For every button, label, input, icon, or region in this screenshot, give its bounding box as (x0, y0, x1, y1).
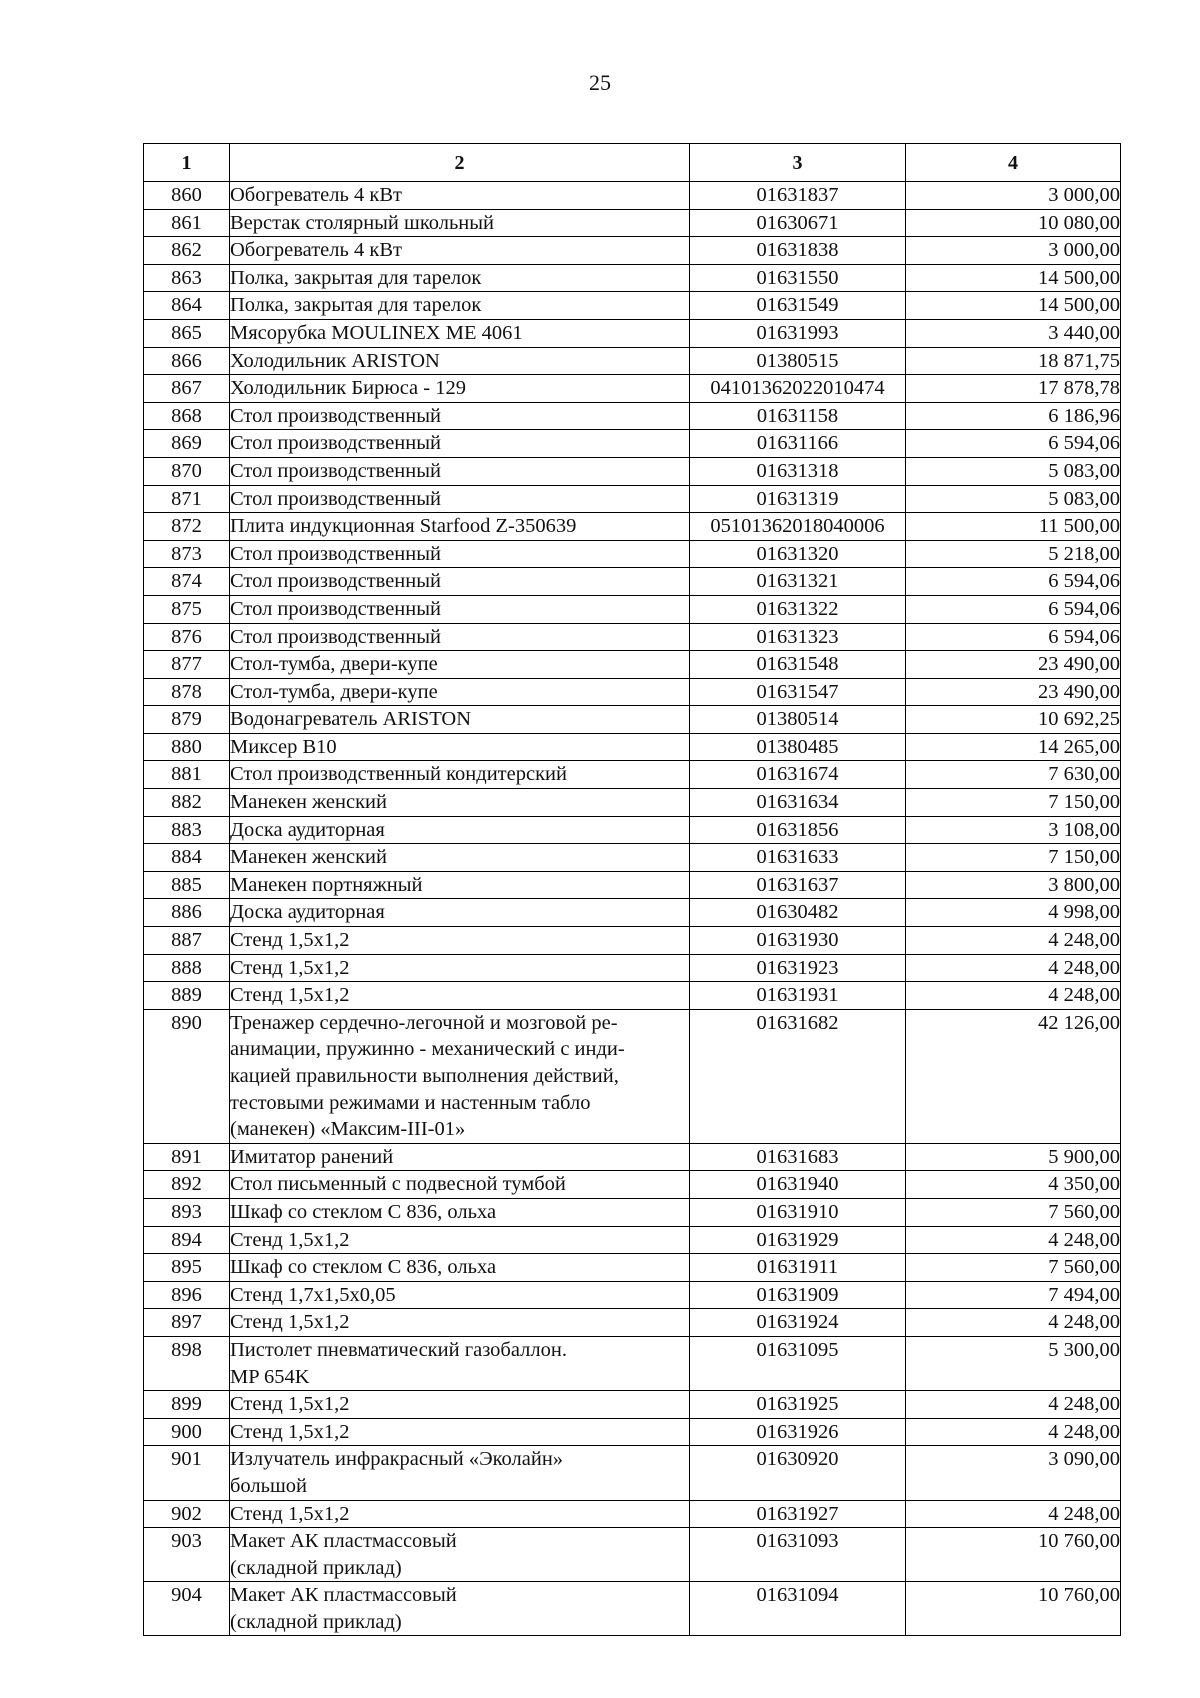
item-name: Стенд 1,7х1,5х0,05 (230, 1281, 690, 1309)
table-row (144, 430, 1121, 458)
row-number: 889 (144, 982, 230, 1010)
item-name: Верстак столярный школьный (230, 209, 690, 237)
item-name: Доска аудиторная (230, 899, 690, 927)
item-name: Стол производственный (230, 402, 690, 430)
item-name: Макет АК пластмассовый (складной приклад) (230, 1582, 690, 1636)
row-number: 895 (144, 1254, 230, 1282)
table-row (144, 1391, 1121, 1419)
item-name: Стенд 1,5х1,2 (230, 1226, 690, 1254)
inventory-code: 01631323 (690, 623, 906, 651)
item-price: 3 800,00 (906, 871, 1121, 899)
item-name: Манекен женский (230, 789, 690, 817)
row-number: 870 (144, 457, 230, 485)
item-name: Стол производственный (230, 457, 690, 485)
item-price: 17 878,78 (906, 375, 1121, 403)
table-row (144, 402, 1121, 430)
item-price: 7 150,00 (906, 844, 1121, 872)
inventory-code: 01631320 (690, 540, 906, 568)
row-number: 901 (144, 1446, 230, 1500)
table-row (144, 1582, 1121, 1636)
item-price: 7 494,00 (906, 1281, 1121, 1309)
item-name: Обогреватель 4 кВт (230, 182, 690, 210)
table-row (144, 1446, 1121, 1500)
table-row (144, 1336, 1121, 1390)
item-price: 23 490,00 (906, 678, 1121, 706)
row-number: 873 (144, 540, 230, 568)
table-row (144, 1198, 1121, 1226)
item-price: 6 186,96 (906, 402, 1121, 430)
item-price: 10 080,00 (906, 209, 1121, 237)
inventory-code: 01380514 (690, 706, 906, 734)
row-number: 860 (144, 182, 230, 210)
row-number: 891 (144, 1143, 230, 1171)
table-header (144, 144, 1121, 182)
item-name: Стол производственный (230, 595, 690, 623)
table-row (144, 706, 1121, 734)
inventory-code: 01631940 (690, 1171, 906, 1199)
item-name: Стенд 1,5х1,2 (230, 982, 690, 1010)
table-row (144, 1143, 1121, 1171)
item-price: 4 248,00 (906, 1418, 1121, 1446)
inventory-code: 01631993 (690, 319, 906, 347)
item-price: 7 630,00 (906, 761, 1121, 789)
table-row (144, 733, 1121, 761)
row-number: 903 (144, 1528, 230, 1582)
item-price: 6 594,06 (906, 595, 1121, 623)
inventory-code: 01631094 (690, 1582, 906, 1636)
row-number: 869 (144, 430, 230, 458)
inventory-code: 01630671 (690, 209, 906, 237)
item-name: Стол производственный (230, 540, 690, 568)
table-row (144, 871, 1121, 899)
item-price: 7 560,00 (906, 1198, 1121, 1226)
inventory-code: 01631683 (690, 1143, 906, 1171)
item-price: 4 248,00 (906, 1391, 1121, 1419)
item-price: 10 760,00 (906, 1582, 1121, 1636)
inventory-code: 01631929 (690, 1226, 906, 1254)
table-row (144, 237, 1121, 265)
item-price: 42 126,00 (906, 1009, 1121, 1143)
table-row (144, 623, 1121, 651)
inventory-code: 01631318 (690, 457, 906, 485)
item-price: 6 594,06 (906, 623, 1121, 651)
item-name: Полка, закрытая для тарелок (230, 292, 690, 320)
row-number: 886 (144, 899, 230, 927)
table-row (144, 1226, 1121, 1254)
table-row (144, 1281, 1121, 1309)
inventory-code: 01631549 (690, 292, 906, 320)
item-price: 4 248,00 (906, 927, 1121, 955)
inventory-code: 01631926 (690, 1418, 906, 1446)
item-price: 6 594,06 (906, 568, 1121, 596)
item-price: 5 083,00 (906, 485, 1121, 513)
item-name: Шкаф со стеклом С 836, ольха (230, 1254, 690, 1282)
table-row (144, 264, 1121, 292)
column-header-price: 4 (906, 144, 1121, 182)
inventory-code: 01631166 (690, 430, 906, 458)
row-number: 883 (144, 816, 230, 844)
inventory-code: 01380515 (690, 347, 906, 375)
inventory-code: 01631927 (690, 1500, 906, 1528)
inventory-code: 01631322 (690, 595, 906, 623)
table-row (144, 292, 1121, 320)
row-number: 899 (144, 1391, 230, 1419)
item-price: 18 871,75 (906, 347, 1121, 375)
item-price: 4 248,00 (906, 1309, 1121, 1337)
row-number: 902 (144, 1500, 230, 1528)
item-price: 3 108,00 (906, 816, 1121, 844)
inventory-code: 01631682 (690, 1009, 906, 1143)
table-row (144, 651, 1121, 679)
table-row (144, 927, 1121, 955)
row-number: 872 (144, 513, 230, 541)
item-price: 4 998,00 (906, 899, 1121, 927)
item-price: 5 900,00 (906, 1143, 1121, 1171)
row-number: 871 (144, 485, 230, 513)
table-row (144, 1009, 1121, 1143)
item-price: 3 000,00 (906, 237, 1121, 265)
item-price: 11 500,00 (906, 513, 1121, 541)
item-name: Стенд 1,5х1,2 (230, 927, 690, 955)
column-header-name: 2 (230, 144, 690, 182)
item-name: Манекен портняжный (230, 871, 690, 899)
item-name: Стенд 1,5х1,2 (230, 1391, 690, 1419)
inventory-code: 01631911 (690, 1254, 906, 1282)
item-name: Макет АК пластмассовый (складной приклад) (230, 1528, 690, 1582)
table-row (144, 816, 1121, 844)
page-number: 25 (589, 70, 611, 95)
row-number: 867 (144, 375, 230, 403)
table-row (144, 1500, 1121, 1528)
inventory-code: 01631838 (690, 237, 906, 265)
item-price: 7 560,00 (906, 1254, 1121, 1282)
row-number: 904 (144, 1582, 230, 1636)
item-price: 23 490,00 (906, 651, 1121, 679)
item-name: Водонагреватель ARISTON (230, 706, 690, 734)
row-number: 887 (144, 927, 230, 955)
inventory-code: 01631925 (690, 1391, 906, 1419)
item-price: 14 500,00 (906, 264, 1121, 292)
inventory-code: 01631837 (690, 182, 906, 210)
item-name: Стол письменный с подвесной тумбой (230, 1171, 690, 1199)
inventory-code: 01631321 (690, 568, 906, 596)
item-name: Обогреватель 4 кВт (230, 237, 690, 265)
item-name: Тренажер сердечно-легочной и мозговой ре- анимации, пружинно - механический с инди- кацией правильности выполнения действий, тестовыми режимами и настенным табло (манекен) «Максим-III-01» (230, 1009, 690, 1143)
column-header-number: 1 (144, 144, 230, 182)
item-price: 4 248,00 (906, 982, 1121, 1010)
inventory-code: 01631547 (690, 678, 906, 706)
inventory-code: 01631548 (690, 651, 906, 679)
item-name: Стол производственный (230, 623, 690, 651)
item-name: Холодильник Бирюса - 129 (230, 375, 690, 403)
table-row (144, 513, 1121, 541)
inventory-table (143, 143, 1121, 1636)
inventory-code: 01631923 (690, 954, 906, 982)
item-name: Стенд 1,5х1,2 (230, 1500, 690, 1528)
row-number: 880 (144, 733, 230, 761)
table-row (144, 1309, 1121, 1337)
table-row (144, 1418, 1121, 1446)
item-price: 4 350,00 (906, 1171, 1121, 1199)
inventory-code: 01631856 (690, 816, 906, 844)
row-number: 893 (144, 1198, 230, 1226)
row-number: 868 (144, 402, 230, 430)
table-row (144, 457, 1121, 485)
item-price: 14 500,00 (906, 292, 1121, 320)
inventory-code: 01631909 (690, 1281, 906, 1309)
inventory-code: 01630920 (690, 1446, 906, 1500)
item-name: Стол производственный (230, 430, 690, 458)
item-name: Полка, закрытая для тарелок (230, 264, 690, 292)
item-price: 3 090,00 (906, 1446, 1121, 1500)
inventory-code: 01631093 (690, 1528, 906, 1582)
table-row (144, 789, 1121, 817)
item-name: Излучатель инфракрасный «Эколайн» большой (230, 1446, 690, 1500)
item-name: Стол-тумба, двери-купе (230, 651, 690, 679)
row-number: 866 (144, 347, 230, 375)
row-number: 882 (144, 789, 230, 817)
inventory-code: 01631550 (690, 264, 906, 292)
item-price: 10 692,25 (906, 706, 1121, 734)
table-row (144, 568, 1121, 596)
item-price: 6 594,06 (906, 430, 1121, 458)
table-row (144, 678, 1121, 706)
item-name: Манекен женский (230, 844, 690, 872)
row-number: 897 (144, 1309, 230, 1337)
item-name: Стол производственный кондитерский (230, 761, 690, 789)
table-row (144, 982, 1121, 1010)
row-number: 865 (144, 319, 230, 347)
item-name: Имитатор ранений (230, 1143, 690, 1171)
item-name: Плита индукционная Starfood Z-350639 (230, 513, 690, 541)
table-row (144, 844, 1121, 872)
item-name: Стенд 1,5х1,2 (230, 1418, 690, 1446)
item-price: 7 150,00 (906, 789, 1121, 817)
table-row (144, 375, 1121, 403)
item-price: 4 248,00 (906, 954, 1121, 982)
item-name: Стол производственный (230, 485, 690, 513)
row-number: 861 (144, 209, 230, 237)
table-row (144, 182, 1121, 210)
inventory-code: 01630482 (690, 899, 906, 927)
row-number: 874 (144, 568, 230, 596)
row-number: 876 (144, 623, 230, 651)
item-price: 4 248,00 (906, 1500, 1121, 1528)
item-name: Холодильник ARISTON (230, 347, 690, 375)
row-number: 888 (144, 954, 230, 982)
inventory-code: 01631674 (690, 761, 906, 789)
item-name: Стол производственный (230, 568, 690, 596)
inventory-code: 01380485 (690, 733, 906, 761)
item-price: 5 218,00 (906, 540, 1121, 568)
row-number: 885 (144, 871, 230, 899)
table-row (144, 595, 1121, 623)
inventory-code: 01631095 (690, 1336, 906, 1390)
inventory-code: 01631924 (690, 1309, 906, 1337)
item-price: 3 440,00 (906, 319, 1121, 347)
table-row (144, 1254, 1121, 1282)
inventory-code: 01631931 (690, 982, 906, 1010)
inventory-code: 01631319 (690, 485, 906, 513)
row-number: 879 (144, 706, 230, 734)
inventory-code: 05101362018040006 (690, 513, 906, 541)
inventory-code: 01631634 (690, 789, 906, 817)
row-number: 896 (144, 1281, 230, 1309)
table-row (144, 1171, 1121, 1199)
table-row (144, 485, 1121, 513)
row-number: 898 (144, 1336, 230, 1390)
inventory-code: 01631930 (690, 927, 906, 955)
inventory-code: 04101362022010474 (690, 375, 906, 403)
item-name: Миксер B10 (230, 733, 690, 761)
item-price: 5 300,00 (906, 1336, 1121, 1390)
row-number: 862 (144, 237, 230, 265)
row-number: 878 (144, 678, 230, 706)
item-name: Мясорубка MOULINEX ME 4061 (230, 319, 690, 347)
table-row (144, 1528, 1121, 1582)
table-row (144, 319, 1121, 347)
table-row (144, 540, 1121, 568)
table-row (144, 954, 1121, 982)
column-header-code: 3 (690, 144, 906, 182)
table-row (144, 209, 1121, 237)
item-name: Доска аудиторная (230, 816, 690, 844)
item-name: Шкаф со стеклом С 836, ольха (230, 1198, 690, 1226)
row-number: 892 (144, 1171, 230, 1199)
row-number: 881 (144, 761, 230, 789)
row-number: 877 (144, 651, 230, 679)
row-number: 900 (144, 1418, 230, 1446)
item-price: 4 248,00 (906, 1226, 1121, 1254)
row-number: 894 (144, 1226, 230, 1254)
item-price: 5 083,00 (906, 457, 1121, 485)
item-name: Стенд 1,5х1,2 (230, 1309, 690, 1337)
inventory-code: 01631910 (690, 1198, 906, 1226)
row-number: 863 (144, 264, 230, 292)
item-name: Пистолет пневматический газобаллон. MP 654K (230, 1336, 690, 1390)
item-price: 14 265,00 (906, 733, 1121, 761)
inventory-code: 01631637 (690, 871, 906, 899)
table-body (144, 182, 1121, 1636)
row-number: 890 (144, 1009, 230, 1143)
inventory-code: 01631158 (690, 402, 906, 430)
item-name: Стол-тумба, двери-купе (230, 678, 690, 706)
row-number: 864 (144, 292, 230, 320)
table-row (144, 347, 1121, 375)
table-row (144, 899, 1121, 927)
header-row (144, 144, 1121, 182)
table-row (144, 761, 1121, 789)
row-number: 884 (144, 844, 230, 872)
item-price: 3 000,00 (906, 182, 1121, 210)
item-name: Стенд 1,5х1,2 (230, 954, 690, 982)
item-price: 10 760,00 (906, 1528, 1121, 1582)
row-number: 875 (144, 595, 230, 623)
inventory-code: 01631633 (690, 844, 906, 872)
